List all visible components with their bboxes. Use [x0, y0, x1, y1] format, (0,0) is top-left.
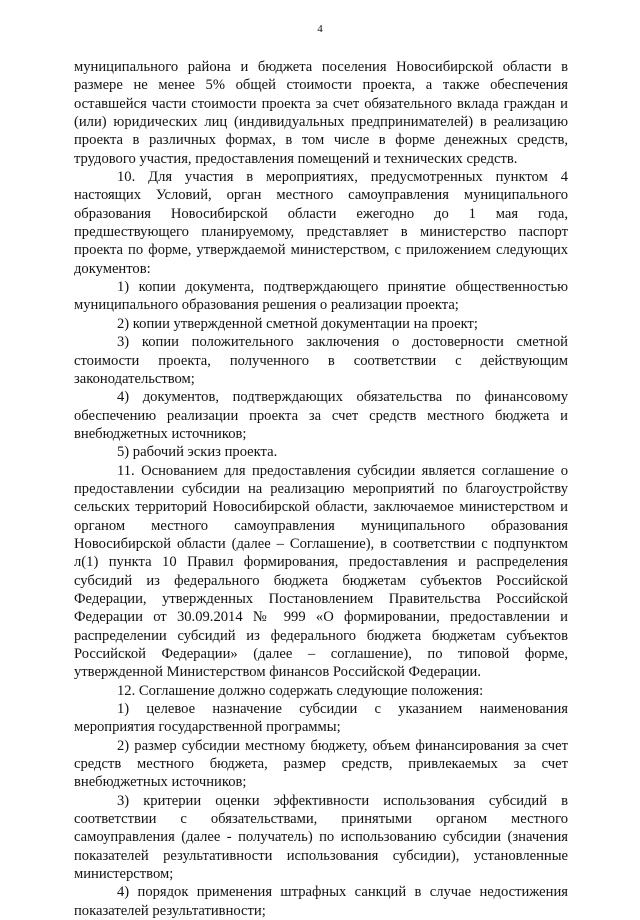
paragraph-subitem-10-1: 1) копии документа, подтверждающего принятие общественностью муниципального образования решения о реализации проекта;: [74, 279, 568, 314]
paragraph-subitem-10-5: 5) рабочий эскиз проекта.: [117, 444, 278, 461]
paragraph-subitem-10-2: 2) копии утвержденной сметной документации на проект;: [117, 315, 478, 332]
paragraph-subitem-12-3: 3) критерии оценки эффективности использования субсидий в соответствии с обязательствами, принятыми органом местного самоуправления (далее - получатель) по использованию субсидии (значения показателей результативности использования субсидии), установленные министерством;: [74, 792, 568, 883]
document-body: [74, 58, 568, 920]
paragraph-item-10: 10. Для участия в мероприятиях, предусмотренных пунктом 4 настоящих Условий, орган местного самоуправления муниципального образования Новосибирской области ежегодно до 1 мая года, предшествующего планируемому, представляет в министерство паспорт проекта по форме, утверждаемой министерством, с приложением следующих документов:: [74, 169, 568, 277]
paragraph-subitem-10-4: 4) документов, подтверждающих обязательства по финансовому обеспечению реализации проекта за счет средств местного бюджета и внебюджетных источников;: [74, 389, 568, 442]
paragraph-subitem-12-1: 1) целевое назначение субсидии с указанием наименования мероприятия государственной программы;: [74, 701, 568, 736]
page-number: 4: [317, 23, 323, 35]
paragraph-continuation: муниципального района и бюджета поселения Новосибирской области в размере не менее 5% общей стоимости проекта, а также обеспечения оставшейся части стоимости проекта за счет обязательного вклада граждан и (или) юридических лиц (индивидуальных предпринимателей) в реализацию проекта в различных формах, в том числе в форме денежных средств, трудового участия, предоставления помещений и технических средств.: [74, 59, 568, 167]
paragraph-item-11: 11. Основанием для предоставления субсидии является соглашение о предоставлении субсидии на реализацию мероприятий по благоустройству сельских территорий Новосибирской области, заключаемое министерством и органом местного самоуправления муниципального образования Новосибирской области (далее – Соглашение), в соответствии с подпунктом л(1) пункта 10 Правил формирования, предоставления и распределения субсидий из федерального бюджета бюджетам субъектов Российской Федерации, утвержденных Постановлением Правительства Российской Федерации от 30.09.2014 № 999 «О формировании, предоставлении и распределении субсидий из федерального бюджета бюджетам субъектов Российской Федерации» (далее – соглашение), по типовой форме, утвержденной Министерством финансов Российской Федерации.: [74, 462, 568, 681]
paragraph-item-12: 12. Соглашение должно содержать следующие положения:: [117, 682, 484, 699]
paragraph-subitem-10-3: 3) копии положительного заключения о достоверности сметной стоимости проекта, полученного в соответствии с действующим законодательством;: [74, 334, 568, 387]
paragraph-subitem-12-2: 2) размер субсидии местному бюджету, объем финансирования за счет средств местного бюджета, размер средств, привлекаемых за счет внебюджетных источников;: [74, 737, 568, 791]
paragraph-subitem-12-4: 4) порядок применения штрафных санкций в случае недостижения показателей результативности;: [74, 884, 568, 919]
